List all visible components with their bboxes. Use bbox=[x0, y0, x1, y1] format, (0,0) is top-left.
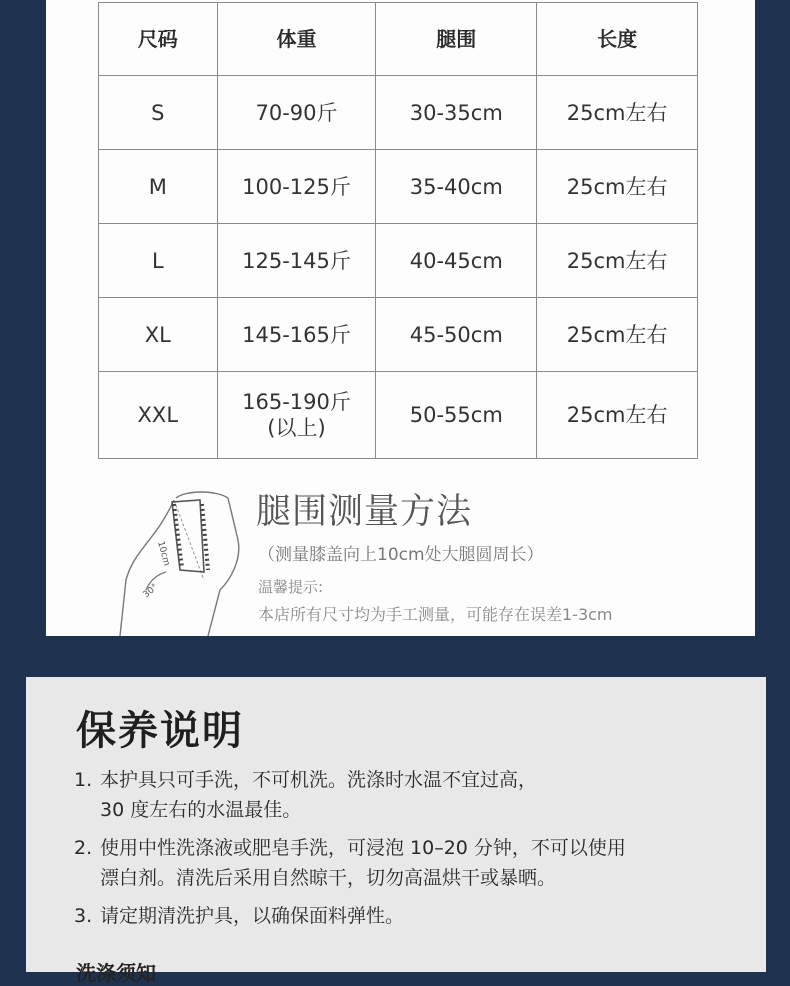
leg-cell: 35-40cm bbox=[376, 150, 537, 224]
care-item-number: 2. bbox=[74, 837, 93, 859]
care-item-line1: 本护具只可手洗，不可机洗。洗涤时水温不宜过高， bbox=[100, 769, 538, 791]
care-item-line2: 漂白剂。清洗后采用自然晾干，切勿高温烘干或暴晒。 bbox=[100, 867, 557, 889]
care-title: 保养说明 bbox=[76, 708, 244, 754]
table-row bbox=[99, 150, 698, 224]
leg-cell: 45-50cm bbox=[376, 298, 537, 372]
weight-cell bbox=[217, 372, 376, 459]
measure-section bbox=[46, 470, 755, 636]
measure-title: 腿围测量方法 bbox=[256, 492, 473, 532]
header-leg-circumference: 腿围 bbox=[376, 3, 537, 76]
leg-measure-illustration bbox=[116, 480, 246, 636]
care-item-line2: 30 度左右的水温最佳。 bbox=[100, 799, 302, 821]
care-item bbox=[74, 901, 754, 931]
table-row bbox=[99, 224, 698, 298]
tip-label: 温馨提示: bbox=[258, 578, 324, 596]
length-cell: 25cm左右 bbox=[537, 372, 698, 459]
size-cell: XXL bbox=[99, 372, 218, 459]
size-cell: L bbox=[99, 224, 218, 298]
header-weight: 体重 bbox=[217, 3, 376, 76]
angle-label: 30° bbox=[141, 582, 161, 601]
header-size: 尺码 bbox=[99, 3, 218, 76]
length-cell: 25cm左右 bbox=[537, 298, 698, 372]
leg-cell: 40-45cm bbox=[376, 224, 537, 298]
care-item-line1: 请定期清洗护具，以确保面料弹性。 bbox=[100, 905, 405, 927]
care-item bbox=[74, 765, 754, 825]
care-panel bbox=[26, 677, 766, 985]
weight-cell: 145-165斤 bbox=[217, 298, 376, 372]
distance-label: 10cm bbox=[155, 540, 172, 568]
leg-cell: 50-55cm bbox=[376, 372, 537, 459]
tip-text: 本店所有尺寸均为手工测量，可能存在误差1-3cm bbox=[258, 605, 613, 624]
length-cell: 25cm左右 bbox=[537, 150, 698, 224]
weight-value: 165-190斤 bbox=[242, 390, 351, 414]
size-cell: M bbox=[99, 150, 218, 224]
care-item-line1: 使用中性洗涤液或肥皂手洗，可浸泡 10–20 分钟，不可以使用 bbox=[100, 837, 626, 859]
length-cell: 25cm左右 bbox=[537, 224, 698, 298]
size-table bbox=[98, 2, 698, 459]
header-length: 长度 bbox=[537, 3, 698, 76]
weight-cell: 100-125斤 bbox=[217, 150, 376, 224]
care-item bbox=[74, 833, 754, 893]
weight-note: (以上) bbox=[267, 416, 326, 440]
measure-subtitle: （测量膝盖向上10cm处大腿圆周长） bbox=[258, 545, 544, 565]
size-chart-panel bbox=[46, 0, 755, 636]
care-item-number: 1. bbox=[74, 769, 93, 791]
leg-cell: 30-35cm bbox=[376, 76, 537, 150]
table-row bbox=[99, 372, 698, 459]
length-cell: 25cm左右 bbox=[537, 76, 698, 150]
table-header-row bbox=[99, 3, 698, 76]
table-row bbox=[99, 76, 698, 150]
care-item-number: 3. bbox=[74, 905, 93, 927]
weight-cell: 70-90斤 bbox=[217, 76, 376, 150]
table-row bbox=[99, 298, 698, 372]
size-cell: XL bbox=[99, 298, 218, 372]
size-cell: S bbox=[99, 76, 218, 150]
weight-cell: 125-145斤 bbox=[217, 224, 376, 298]
wash-notice-heading: 洗涤须知 bbox=[76, 961, 156, 985]
